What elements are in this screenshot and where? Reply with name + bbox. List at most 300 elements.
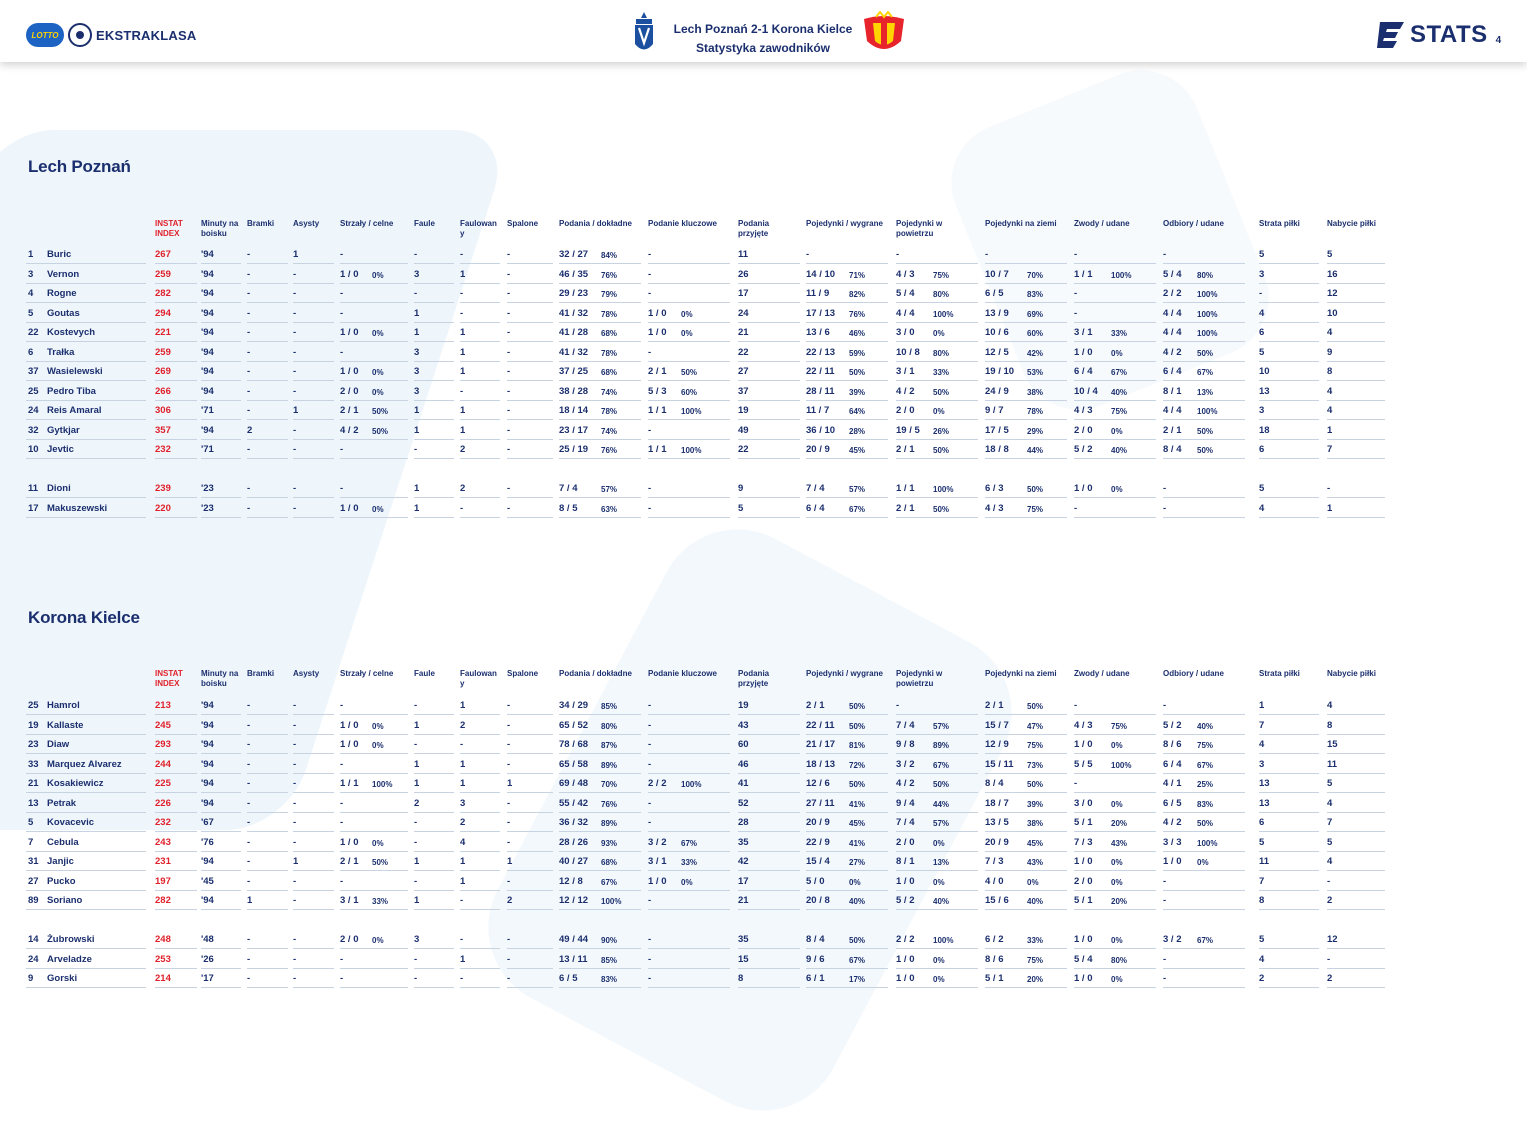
cell-shots — [340, 285, 408, 303]
percent-ground: 39% — [1027, 799, 1044, 809]
player-cell[interactable] — [26, 795, 146, 813]
value-fouled: - — [460, 249, 464, 260]
table-row[interactable] — [0, 756, 1527, 776]
value-passes: 12 / 8 — [559, 875, 583, 887]
percent-ground: 50% — [1027, 780, 1044, 789]
value-recv: 41 — [738, 778, 749, 789]
value-fouls: 1 — [414, 405, 420, 416]
cell-duels — [806, 717, 888, 735]
value-dribbles: 3 / 0 — [1074, 797, 1093, 809]
cell-shots — [340, 697, 408, 715]
table-row[interactable] — [0, 834, 1527, 854]
value-losses: 3 — [1259, 758, 1265, 770]
cell-offside — [507, 756, 553, 774]
table-row[interactable] — [0, 305, 1527, 325]
value-duels: 14 / 10 — [806, 268, 836, 280]
cell-recv — [738, 775, 800, 793]
cell-min — [201, 363, 241, 381]
column-header-air: Pojedynki w powietrzu — [896, 219, 943, 238]
cell-offside — [507, 246, 553, 264]
value-shots: - — [340, 483, 344, 494]
player-cell[interactable] — [26, 285, 146, 303]
cell-passes — [559, 814, 641, 832]
value-fouled: 1 — [460, 268, 466, 280]
cell-goals — [247, 480, 288, 498]
table-row[interactable] — [0, 853, 1527, 873]
player-name: Kosakiewicz — [47, 778, 104, 789]
value-fouls: - — [414, 739, 418, 750]
cell-index — [155, 736, 197, 754]
cell-key — [648, 500, 730, 518]
percent-shots: 0% — [372, 270, 384, 280]
player-cell[interactable] — [26, 324, 146, 342]
percent-passes: 68% — [601, 858, 618, 867]
player-cell[interactable] — [26, 305, 146, 323]
value-offside: - — [507, 502, 511, 514]
cell-fouls — [414, 305, 454, 323]
cell-passes — [559, 500, 641, 518]
table-row[interactable] — [0, 951, 1527, 971]
value-key: 1 / 0 — [648, 307, 667, 319]
player-name: Gytkjar — [47, 424, 80, 436]
value-tackles: - — [1163, 249, 1167, 260]
cell-offside — [507, 402, 553, 420]
value-key: - — [648, 895, 652, 906]
value-tackles: 8 / 4 — [1163, 444, 1182, 455]
cell-losses — [1259, 383, 1319, 401]
cell-duels — [806, 344, 888, 362]
table-row[interactable] — [0, 931, 1527, 951]
percent-air: 57% — [933, 819, 950, 828]
percent-tackles: 13% — [1197, 387, 1214, 397]
value-ground: 10 / 6 — [985, 327, 1009, 338]
table-row[interactable] — [0, 422, 1527, 442]
cell-passes — [559, 422, 641, 440]
player-number: 24 — [28, 953, 39, 965]
cell-assists — [293, 500, 334, 518]
table-row[interactable] — [0, 717, 1527, 737]
player-cell[interactable] — [26, 480, 146, 498]
value-goals: - — [247, 327, 251, 338]
value-tackles: 4 / 2 — [1163, 817, 1182, 828]
cell-shots — [340, 246, 408, 264]
value-duels: 11 / 9 — [806, 288, 830, 299]
cell-fouled — [460, 480, 500, 498]
value-losses: 4 — [1259, 307, 1265, 319]
player-name: Kallaste — [47, 719, 84, 731]
value-min: '23 — [201, 483, 214, 494]
cell-recoveries — [1327, 246, 1385, 264]
stats-logo[interactable] — [1376, 18, 1501, 52]
player-cell[interactable] — [26, 775, 146, 793]
value-assists: - — [293, 268, 297, 280]
cell-passes — [559, 441, 641, 459]
value-shots: 1 / 0 — [340, 502, 359, 514]
percent-air: 100% — [933, 309, 954, 319]
table-row[interactable] — [0, 480, 1527, 500]
table-row[interactable] — [0, 697, 1527, 717]
cell-goals — [247, 873, 288, 891]
value-losses: 5 — [1259, 346, 1265, 358]
cell-key — [648, 422, 730, 440]
percent-dribbles: 100% — [1111, 760, 1132, 770]
value-fouled: - — [460, 288, 464, 299]
percent-duels: 82% — [849, 290, 866, 299]
cell-recv — [738, 951, 800, 969]
value-tackles: 8 / 6 — [1163, 739, 1182, 750]
value-index: 197 — [155, 875, 171, 887]
cell-fouls — [414, 873, 454, 891]
table-row[interactable] — [0, 500, 1527, 520]
player-cell[interactable] — [26, 344, 146, 362]
value-min: '94 — [201, 797, 214, 809]
cell-passes — [559, 736, 641, 754]
value-recoveries: - — [1327, 875, 1331, 887]
value-recv: 27 — [738, 366, 749, 377]
cell-losses — [1259, 795, 1319, 813]
player-cell[interactable] — [26, 970, 146, 988]
value-goals: - — [247, 502, 251, 514]
cell-min — [201, 402, 241, 420]
cell-min — [201, 324, 241, 342]
value-dribbles: 5 / 5 — [1074, 758, 1093, 770]
cell-offside — [507, 853, 553, 871]
cell-duels — [806, 775, 888, 793]
cell-offside — [507, 383, 553, 401]
cell-min — [201, 775, 241, 793]
value-ground: 5 / 1 — [985, 973, 1004, 984]
value-key: 5 / 3 — [648, 385, 667, 397]
cell-shots — [340, 814, 408, 832]
cell-assists — [293, 775, 334, 793]
percent-duels: 50% — [849, 368, 866, 377]
table-row[interactable] — [0, 441, 1527, 461]
value-duels: 8 / 4 — [806, 934, 825, 945]
value-duels: 5 / 0 — [806, 875, 825, 887]
cell-min — [201, 344, 241, 362]
percent-passes: 68% — [601, 329, 618, 338]
value-shots: 1 / 0 — [340, 268, 359, 280]
value-passes: 7 / 4 — [559, 483, 578, 494]
player-name: Diaw — [47, 739, 70, 750]
player-cell[interactable] — [26, 834, 146, 852]
player-cell[interactable] — [26, 697, 146, 715]
cell-losses — [1259, 892, 1319, 910]
ekstraklasa-logo[interactable] — [26, 23, 196, 47]
value-tackles: 5 / 2 — [1163, 719, 1182, 731]
column-header-fouled: Faulowan y — [460, 669, 497, 688]
cell-assists — [293, 422, 334, 440]
player-number: 21 — [28, 778, 39, 789]
value-duels: 22 / 9 — [806, 836, 830, 848]
cell-fouled — [460, 363, 500, 381]
percent-ground: 20% — [1027, 975, 1044, 984]
percent-tackles: 67% — [1197, 368, 1214, 377]
value-goals: - — [247, 719, 251, 731]
player-name: Janjic — [47, 856, 74, 867]
percent-passes: 76% — [601, 799, 618, 809]
value-recv: 28 — [738, 817, 749, 828]
percent-dribbles: 75% — [1111, 721, 1128, 731]
value-goals: 1 — [247, 895, 253, 906]
value-ground: 15 / 7 — [985, 719, 1009, 731]
player-cell[interactable] — [26, 931, 146, 949]
value-key: 1 / 1 — [648, 405, 667, 416]
cell-passes — [559, 305, 641, 323]
cell-duels — [806, 873, 888, 891]
value-fouls: - — [414, 444, 418, 455]
cell-assists — [293, 344, 334, 362]
value-duels: 22 / 11 — [806, 366, 835, 377]
table-row[interactable] — [0, 795, 1527, 815]
percent-duels: 64% — [849, 407, 866, 416]
value-losses: 2 — [1259, 973, 1265, 984]
value-assists: 1 — [293, 249, 299, 260]
value-goals: - — [247, 346, 251, 358]
cell-ground — [985, 324, 1067, 342]
player-cell[interactable] — [26, 873, 146, 891]
player-cell[interactable] — [26, 266, 146, 284]
table-row[interactable] — [0, 363, 1527, 383]
table-row[interactable] — [0, 814, 1527, 834]
value-recoveries: 7 — [1327, 817, 1333, 828]
value-offside: - — [507, 836, 511, 848]
competition-name: EKSTRAKLASA — [96, 27, 197, 43]
table-row[interactable] — [0, 402, 1527, 422]
value-recv: 5 — [738, 502, 744, 514]
column-header-shots: Strzały / celne — [340, 669, 394, 678]
table-row[interactable] — [0, 892, 1527, 912]
value-offside: - — [507, 483, 511, 494]
value-key: 1 / 0 — [648, 327, 667, 338]
cell-offside — [507, 814, 553, 832]
table-row[interactable] — [0, 383, 1527, 403]
value-fouled: - — [460, 973, 464, 984]
value-air: - — [896, 700, 900, 711]
value-fouls: 1 — [414, 856, 420, 867]
player-number: 11 — [28, 483, 39, 494]
player-cell[interactable] — [26, 951, 146, 969]
percent-passes: 78% — [601, 407, 618, 416]
cell-goals — [247, 834, 288, 852]
percent-ground: 42% — [1027, 348, 1044, 358]
percent-passes: 93% — [601, 838, 618, 848]
cell-duels — [806, 441, 888, 459]
value-recv: 19 — [738, 700, 749, 711]
cell-index — [155, 717, 197, 735]
value-index: 244 — [155, 758, 171, 770]
percent-tackles: 100% — [1197, 407, 1218, 416]
value-passes: 41 / 32 — [559, 346, 589, 358]
table-row[interactable] — [0, 775, 1527, 795]
value-recv: 35 — [738, 836, 749, 848]
value-dribbles: - — [1074, 502, 1078, 514]
cell-assists — [293, 441, 334, 459]
cell-tackles — [1163, 892, 1245, 910]
cell-assists — [293, 363, 334, 381]
percent-ground: 75% — [1027, 504, 1044, 514]
cell-ground — [985, 480, 1067, 498]
value-passes: 36 / 32 — [559, 817, 589, 828]
cell-assists — [293, 853, 334, 871]
table-row[interactable] — [0, 736, 1527, 756]
table-row[interactable] — [0, 970, 1527, 990]
cell-recv — [738, 853, 800, 871]
table-row[interactable] — [0, 324, 1527, 344]
value-shots: 1 / 0 — [340, 739, 359, 750]
cell-tackles — [1163, 873, 1245, 891]
cell-min — [201, 736, 241, 754]
cell-min — [201, 422, 241, 440]
value-fouls: - — [414, 973, 418, 984]
value-losses: 6 — [1259, 444, 1265, 455]
table-row[interactable] — [0, 873, 1527, 893]
value-tackles: - — [1163, 700, 1167, 711]
value-air: 10 / 8 — [896, 346, 920, 358]
percent-key: 67% — [681, 838, 698, 848]
player-cell[interactable] — [26, 246, 146, 264]
value-recoveries: 12 — [1327, 934, 1338, 945]
value-recoveries: 9 — [1327, 346, 1333, 358]
percent-ground: 60% — [1027, 329, 1044, 338]
player-number: 31 — [28, 856, 39, 867]
value-min: '94 — [201, 268, 214, 280]
cell-recv — [738, 383, 800, 401]
value-index: 266 — [155, 385, 171, 397]
cell-fouls — [414, 814, 454, 832]
percent-shots: 0% — [372, 387, 384, 397]
cell-dribbles — [1074, 246, 1156, 264]
value-fouled: 1 — [460, 405, 466, 416]
cell-passes — [559, 266, 641, 284]
cell-index — [155, 285, 197, 303]
player-cell[interactable] — [26, 402, 146, 420]
value-recv: 21 — [738, 895, 749, 906]
percent-air: 13% — [933, 858, 950, 867]
percent-dribbles: 0% — [1111, 858, 1123, 867]
percent-air: 0% — [933, 838, 945, 848]
player-cell[interactable] — [26, 756, 146, 774]
cell-assists — [293, 951, 334, 969]
value-recv: 43 — [738, 719, 749, 731]
percent-duels: 0% — [849, 877, 861, 887]
value-recoveries: 4 — [1327, 327, 1333, 338]
percent-key: 100% — [681, 780, 702, 789]
value-dribbles: 5 / 1 — [1074, 895, 1093, 906]
cell-min — [201, 756, 241, 774]
page-number: 4 — [1495, 34, 1502, 46]
percent-duels: 46% — [849, 329, 866, 338]
cell-index — [155, 970, 197, 988]
player-cell[interactable] — [26, 736, 146, 754]
value-min: '71 — [201, 444, 214, 455]
percent-ground: 38% — [1027, 819, 1044, 828]
player-cell[interactable] — [26, 892, 146, 910]
table-row[interactable] — [0, 285, 1527, 305]
cell-index — [155, 892, 197, 910]
cell-recv — [738, 873, 800, 891]
cell-recoveries — [1327, 480, 1385, 498]
percent-tackles: 83% — [1197, 799, 1214, 809]
value-dribbles: 7 / 3 — [1074, 836, 1093, 848]
value-fouls: - — [414, 817, 418, 828]
value-dribbles: 5 / 1 — [1074, 817, 1093, 828]
value-key: - — [648, 739, 652, 750]
player-cell[interactable] — [26, 422, 146, 440]
percent-duels: 45% — [849, 446, 866, 455]
cell-passes — [559, 892, 641, 910]
player-cell[interactable] — [26, 383, 146, 401]
table-row[interactable] — [0, 266, 1527, 286]
value-recv: 24 — [738, 307, 749, 319]
cell-fouled — [460, 736, 500, 754]
percent-dribbles: 80% — [1111, 955, 1128, 965]
player-name: Arveladze — [47, 953, 92, 965]
percent-passes: 100% — [601, 897, 622, 906]
cell-goals — [247, 931, 288, 949]
column-header-index: INSTAT INDEX — [155, 219, 183, 238]
value-air: 2 / 1 — [896, 502, 915, 514]
column-header-assists: Asysty — [293, 219, 320, 228]
player-cell[interactable] — [26, 500, 146, 518]
cell-ground — [985, 795, 1067, 813]
value-assists: - — [293, 366, 297, 377]
value-goals: - — [247, 836, 251, 848]
percent-duels: 72% — [849, 760, 866, 770]
percent-duels: 40% — [849, 897, 866, 906]
value-losses: 13 — [1259, 385, 1270, 397]
value-fouls: 3 — [414, 268, 420, 280]
player-cell[interactable] — [26, 853, 146, 871]
percent-passes: 70% — [601, 780, 618, 789]
cell-recv — [738, 500, 800, 518]
table-row[interactable] — [0, 246, 1527, 266]
value-shots: - — [340, 700, 344, 711]
player-cell[interactable] — [26, 363, 146, 381]
player-cell[interactable] — [26, 717, 146, 735]
cell-fouls — [414, 717, 454, 735]
value-fouls: 3 — [414, 385, 420, 397]
percent-air: 40% — [933, 897, 950, 906]
percent-air: 50% — [933, 504, 950, 514]
cell-shots — [340, 951, 408, 969]
cell-assists — [293, 285, 334, 303]
cell-assists — [293, 383, 334, 401]
value-fouls: - — [414, 700, 418, 711]
value-index: 269 — [155, 366, 171, 377]
percent-key: 33% — [681, 858, 698, 867]
cell-assists — [293, 931, 334, 949]
value-air: 8 / 1 — [896, 856, 915, 867]
player-cell[interactable] — [26, 814, 146, 832]
cell-duels — [806, 951, 888, 969]
cell-assists — [293, 697, 334, 715]
player-cell[interactable] — [26, 441, 146, 459]
value-ground: 2 / 1 — [985, 700, 1004, 711]
table-row[interactable] — [0, 344, 1527, 364]
value-goals: - — [247, 758, 251, 770]
value-losses: - — [1259, 288, 1263, 299]
cell-recoveries — [1327, 873, 1385, 891]
value-recoveries: 15 — [1327, 739, 1338, 750]
value-fouled: - — [460, 307, 464, 319]
value-assists: - — [293, 778, 297, 789]
value-goals: - — [247, 366, 251, 377]
percent-ground: 38% — [1027, 387, 1044, 397]
percent-dribbles: 20% — [1111, 897, 1128, 906]
match-score-title: Lech Poznań 2-1 Korona Kielce — [673, 22, 853, 36]
value-recv: 37 — [738, 385, 749, 397]
